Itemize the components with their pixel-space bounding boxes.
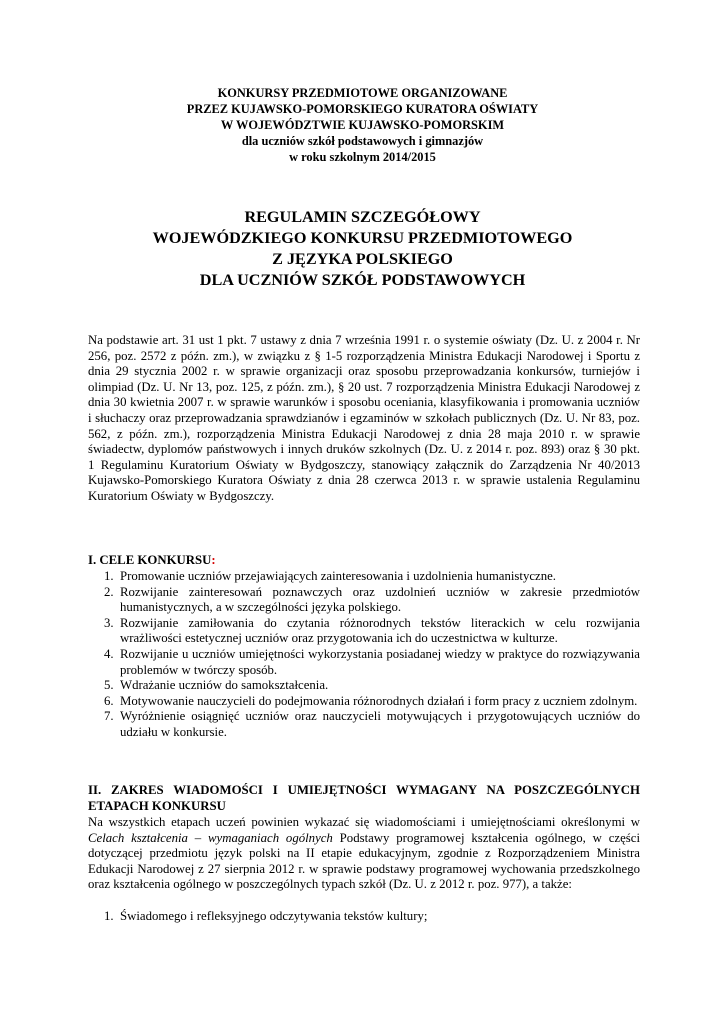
section-1-heading xyxy=(88,553,640,569)
section-1-heading-text: I. CELE KONKURSU xyxy=(88,553,212,567)
list-item xyxy=(88,709,640,740)
list-item xyxy=(88,694,640,710)
header-line: w roku szkolnym 2014/2015 xyxy=(289,150,436,164)
list-item-number: 6. xyxy=(104,693,114,708)
list-item xyxy=(88,678,640,694)
list-item-text: Rozwijanie zamiłowania do czytania różnorodnych tekstów literackich w celu rozwijania wrażliwości estetycznej uczniów oraz przygotowania ich do uczestnictwa w kulturze. xyxy=(120,615,640,646)
intro-paragraph: Na podstawie art. 31 ust 1 pkt. 7 ustawy z dnia 7 września 1991 r. o systemie oświaty (Dz. U. z 2004 r. Nr 256, poz. 2572 z późn. zm.), w związku z § 1-5 rozporządzenia Ministra Edukacji Narodowej i Sportu z dnia 29 stycznia 2002 r. w sprawie organizacji oraz sposobu przeprowadzania konkursów, turniejów i olimpiad (Dz. U. Nr 13, poz. 125, z późn. zm.), § 20 ust. 7 rozporządzenia Ministra Edukacji Narodowej z dnia 30 kwietnia 2007 r. w sprawie warunków i sposobu oceniania, klasyfikowania i promowania uczniów i słuchaczy oraz przeprowadzania sprawdzianów i egzaminów w szkołach publicznych (Dz. U. Nr 83, poz. 562, z późn. zm.), rozporządzenia Ministra Edukacji Narodowej z dnia 28 maja 2010 r. w sprawie świadectw, dyplomów państwowych i innych druków szkolnych (Dz. U. z 2014 r. poz. 893) oraz § 30 pkt. 1 Regulaminu Kuratorium Oświaty w Bydgoszczy, stanowiący załącznik do Zarządzenia Nr 40/2013 Kujawsko-Pomorskiego Kuratora Oświaty z dnia 28 czerwca 2013 r. w sprawie ustalenia Regulaminu Kuratorium Oświaty w Bydgoszczy. xyxy=(88,333,640,503)
section-2-paragraph xyxy=(88,815,640,893)
document-header xyxy=(0,85,725,165)
title-line: DLA UCZNIÓW SZKÓŁ PODSTAWOWYCH xyxy=(199,271,526,289)
list-item xyxy=(88,569,640,585)
header-line: PRZEZ KUJAWSKO-POMORSKIEGO KURATORA OŚWIATY xyxy=(186,102,539,116)
goals-list xyxy=(88,569,640,741)
header-line: W WOJEWÓDZTWIE KUJAWSKO-POMORSKIM xyxy=(220,118,505,132)
list-item-number: 7. xyxy=(104,709,114,724)
list-item xyxy=(88,647,640,678)
title-line: REGULAMIN SZCZEGÓŁOWY xyxy=(244,208,481,226)
scope-list xyxy=(88,909,640,925)
list-item-number: 5. xyxy=(104,678,114,693)
list-item-text: Motywowanie nauczycieli do podejmowania różnorodnych działań i form pracy z uczniem zdolnym. xyxy=(120,693,638,708)
list-item-number: 1. xyxy=(104,909,114,923)
header-line: dla uczniów szkół podstawowych i gimnazjów xyxy=(241,134,484,148)
list-item-text: Rozwijanie u uczniów umiejętności wykorzystania posiadanej wiedzy w praktyce do rozwiązywania problemów w twórczy sposób. xyxy=(120,646,640,677)
list-item-text: Promowanie uczniów przejawiających zainteresowania i uzdolnienia humanistyczne. xyxy=(120,569,556,583)
list-item xyxy=(88,585,640,616)
section-1-heading-colon: : xyxy=(211,553,216,567)
list-item-text: Wyróżnienie osiągnięć uczniów oraz nauczycieli motywujących i przygotowujących uczniów do udziału w konkursie. xyxy=(120,709,640,739)
list-item xyxy=(88,616,640,647)
list-item-text: Świadomego i refleksyjnego odczytywania tekstów kultury; xyxy=(120,909,428,923)
section-2-text-italic: Celach kształcenia – wymaganiach ogólnych xyxy=(88,830,333,845)
list-item-number: 1. xyxy=(104,569,114,583)
list-item-text: Rozwijanie zainteresowań poznawczych oraz uzdolnień uczniów w zakresie przedmiotów humanistycznych, a w szczególności języka polskiego. xyxy=(120,584,640,615)
document-title xyxy=(0,207,725,291)
list-item-number: 4. xyxy=(104,646,114,661)
header-line: KONKURSY PRZEDMIOTOWE ORGANIZOWANE xyxy=(217,86,508,100)
title-line: WOJEWÓDZKIEGO KONKURSU PRZEDMIOTOWEGO xyxy=(152,229,573,247)
section-2-heading: II. ZAKRES WIADOMOŚCI I UMIEJĘTNOŚCI WYMAGANY NA POSZCZEGÓLNYCH ETAPACH KONKURSU xyxy=(88,783,640,813)
list-item-number: 3. xyxy=(104,615,114,630)
section-2-text-before: Na wszystkich etapach uczeń powinien wykazać się wiadomościami i umiejętnościami określonymi w xyxy=(88,815,640,829)
list-item-text: Wdrażanie uczniów do samokształcenia. xyxy=(120,678,329,693)
list-item-number: 2. xyxy=(104,584,114,599)
section-2-text-after: Podstawy programowej kształcenia ogólnego, w części dotyczącej przedmiotu język polski na II etapie edukacyjnym, zgodnie z Rozporządzeniem Ministra Edukacji Narodowej z 27 sierpnia 2012 r. w sprawie podstawy programowej wychowania przedszkolnego oraz kształcenia ogólnego w poszczególnych typach szkół (Dz. U. z 2012 r. poz. 977), a także: xyxy=(88,830,641,892)
title-line: Z JĘZYKA POLSKIEGO xyxy=(272,250,453,268)
list-item xyxy=(88,909,640,925)
